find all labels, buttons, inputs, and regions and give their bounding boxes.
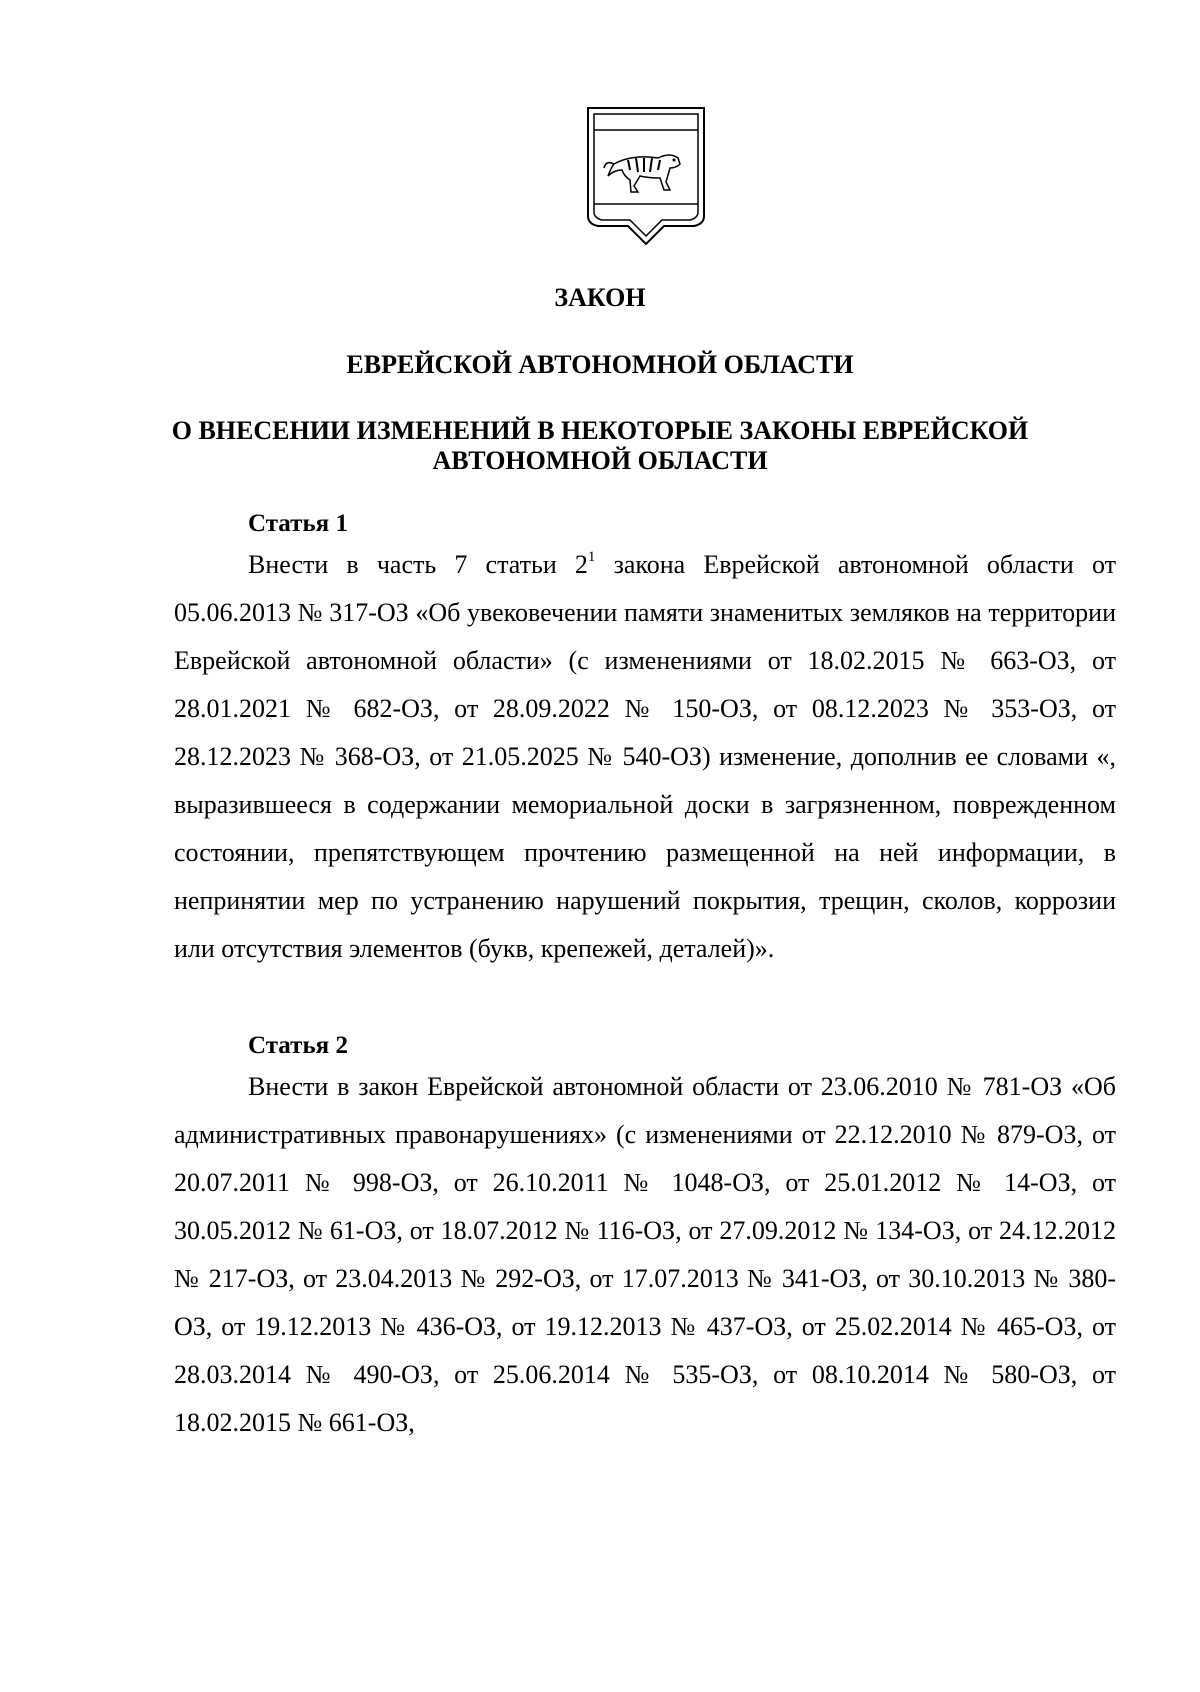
law-title bbox=[0, 416, 1200, 476]
article-1-heading: Статья 1 bbox=[248, 510, 348, 537]
article-2-text: Внести в закон Еврейской автономной области от 23.06.2010 № 781-ОЗ «Об административных правонарушениях» (с изменениями от 22.12.2010 № 879-ОЗ, от 20.07.2011 № 998-ОЗ, от 26.10.2011 № 1048-ОЗ, от 25.01.2012 № 14-ОЗ, от 30.05.2012 № 61-ОЗ, от 18.07.2012 № 116-ОЗ, от 27.09.2012 № 134-ОЗ, от 24.12.2012 № 217-ОЗ, от 23.04.2013 № 292-ОЗ, от 17.07.2013 № 341-ОЗ, от 30.10.2013 № 380-ОЗ, от 19.12.2013 № 436-ОЗ, от 19.12.2013 № 437-ОЗ, от 25.02.2014 № 465-ОЗ, от 28.03.2014 № 490-ОЗ, от 25.06.2014 № 535-ОЗ, от 08.10.2014 № 580-ОЗ, от 18.02.2015 № 661-ОЗ, bbox=[174, 1072, 1116, 1437]
region-heading: ЕВРЕЙСКОЙ АВТОНОМНОЙ ОБЛАСТИ bbox=[346, 350, 854, 379]
law-heading: ЗАКОН bbox=[554, 283, 646, 312]
article-1-text bbox=[174, 541, 1116, 973]
article-1-text-rest: закона Еврейской автономной области от 05.06.2013 № 317-ОЗ «Об увековечении памяти знаменитых земляков на территории Еврейской автономной области» (с изменениями от 18.02.2015 № 663-ОЗ, от 28.01.2021 № 682-ОЗ, от 28.09.2022 № 150-ОЗ, от 08.12.2023 № 353-ОЗ, от 28.12.2023 № 368-ОЗ, от 21.05.2025 № 540-ОЗ) изменение, дополнив ее словами «, выразившееся в содержании мемориальной доски в загрязненном, поврежденном состоянии, препятствующем прочтению размещенной на ней информации, в непринятии мер по устранению нарушений покрытия, трещин, сколов, коррозии или отсутствия элементов (букв, крепежей, деталей)». bbox=[174, 550, 1116, 963]
law-title-line-2: АВТОНОМНОЙ ОБЛАСТИ bbox=[432, 446, 768, 475]
emblem-tiger-icon bbox=[584, 106, 708, 248]
law-title-line-1: О ВНЕСЕНИИ ИЗМЕНЕНИЙ В НЕКОТОРЫЕ ЗАКОНЫ ЕВРЕЙСКОЙ bbox=[171, 416, 1029, 445]
article-1-superscript: 1 bbox=[587, 549, 596, 565]
article-1-text-start: Внести в часть 7 статьи 2 bbox=[248, 550, 588, 579]
article-2-heading: Статья 2 bbox=[248, 1032, 348, 1059]
